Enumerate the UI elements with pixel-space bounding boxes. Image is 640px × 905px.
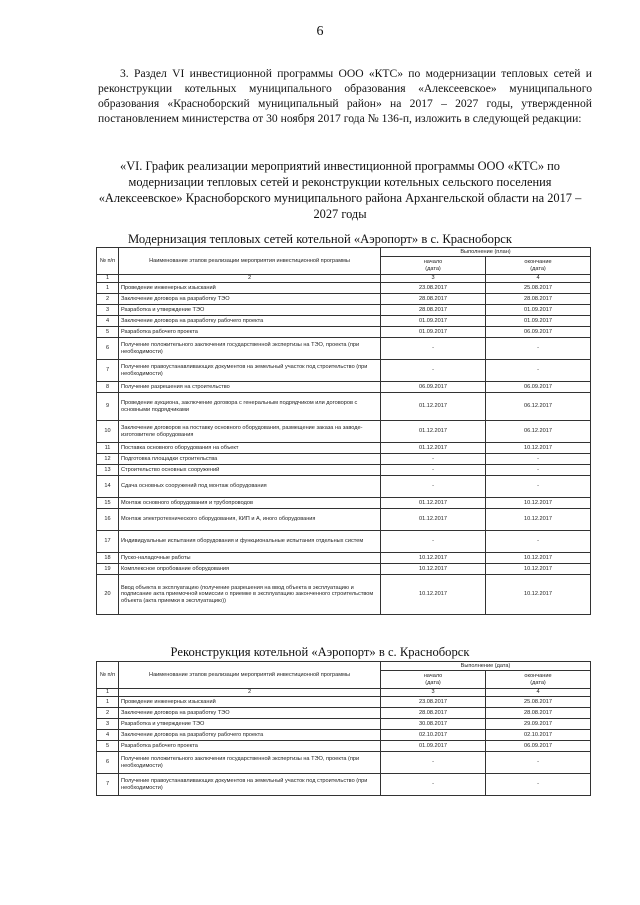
row-end-date: - <box>486 465 591 476</box>
col-num-header: № п/п <box>97 248 119 275</box>
col-end-header: окончание (дата) <box>486 671 591 689</box>
row-end-date: - <box>486 338 591 360</box>
row-end-date: - <box>486 752 591 774</box>
row-start-date: - <box>381 531 486 553</box>
table-row <box>97 509 591 531</box>
row-number: 3 <box>97 719 119 730</box>
row-stage-name: Индивидуальные испытания оборудования и функциональные испытания отдельных систем <box>119 531 381 553</box>
table-row <box>97 708 591 719</box>
row-end-date: 02.10.2017 <box>486 730 591 741</box>
col-index: 4 <box>486 275 591 283</box>
col-start-header: начало (дата) <box>381 257 486 275</box>
row-stage-name: Комплексное опробование оборудования <box>119 564 381 575</box>
table-row <box>97 338 591 360</box>
row-start-date: 01.12.2017 <box>381 498 486 509</box>
row-end-date: 10.12.2017 <box>486 509 591 531</box>
table-row <box>97 465 591 476</box>
row-stage-name: Разработка и утверждение ТЭО <box>119 305 381 316</box>
row-end-date: 25.08.2017 <box>486 283 591 294</box>
table-row <box>97 531 591 553</box>
row-stage-name: Проведение аукциона, заключение договора с генеральным подрядчиком или договоров с основными подрядчиками <box>119 393 381 421</box>
row-stage-name: Разработка и утверждение ТЭО <box>119 719 381 730</box>
row-end-date: 10.12.2017 <box>486 564 591 575</box>
row-end-date: 28.08.2017 <box>486 294 591 305</box>
table-row <box>97 575 591 615</box>
row-start-date: 28.08.2017 <box>381 708 486 719</box>
table-row <box>97 741 591 752</box>
row-end-date: 10.12.2017 <box>486 553 591 564</box>
row-start-date: - <box>381 338 486 360</box>
col-index: 2 <box>119 689 381 697</box>
row-number: 2 <box>97 708 119 719</box>
table-row <box>97 564 591 575</box>
col-index: 3 <box>381 275 486 283</box>
row-end-date: 29.09.2017 <box>486 719 591 730</box>
row-number: 1 <box>97 283 119 294</box>
row-start-date: - <box>381 465 486 476</box>
row-stage-name: Получение положительного заключения государственной экспертизы на ТЭО, проекта (при необходимости) <box>119 338 381 360</box>
row-start-date: 01.12.2017 <box>381 421 486 443</box>
row-end-date: - <box>486 774 591 796</box>
row-stage-name: Заключение договора на разработку ТЭО <box>119 708 381 719</box>
table-row <box>97 283 591 294</box>
table1-caption: Модернизация тепловых сетей котельной «Аэропорт» в с. Красноборск <box>128 232 512 246</box>
table-row <box>97 421 591 443</box>
col-end-header: окончание (дата) <box>486 257 591 275</box>
row-stage-name: Проведение инженерных изысканий <box>119 283 381 294</box>
row-number: 11 <box>97 443 119 454</box>
row-end-date: 10.12.2017 <box>486 575 591 615</box>
table-row <box>97 476 591 498</box>
row-number: 17 <box>97 531 119 553</box>
table-row <box>97 454 591 465</box>
row-stage-name: Строительство основных сооружений <box>119 465 381 476</box>
row-number: 7 <box>97 360 119 382</box>
row-number: 4 <box>97 730 119 741</box>
row-stage-name: Заключение договора на разработку ТЭО <box>119 294 381 305</box>
table-row <box>97 327 591 338</box>
table-row <box>97 719 591 730</box>
row-number: 20 <box>97 575 119 615</box>
row-stage-name: Разработка рабочего проекта <box>119 741 381 752</box>
section-heading: «VI. График реализации мероприятий инвестиционной программы ООО «КТС» по модернизации тепловых сетей и реконструкции котельных сельского поселения «Алексеевское» Красноборского муниципального района Архангельской области на 2017 – 2027 годы <box>98 159 582 221</box>
row-stage-name: Поставка основного оборудования на объект <box>119 443 381 454</box>
row-number: 15 <box>97 498 119 509</box>
col-period-header: Выполнение (дата) <box>381 662 591 671</box>
table1 <box>96 247 591 615</box>
col-start-header: начало (дата) <box>381 671 486 689</box>
col-index: 2 <box>119 275 381 283</box>
row-number: 16 <box>97 509 119 531</box>
row-number: 4 <box>97 316 119 327</box>
row-stage-name: Заключение договоров на поставку основного оборудования, размещение заказа на заводе-изготовителе оборудования <box>119 421 381 443</box>
row-start-date: 01.09.2017 <box>381 741 486 752</box>
row-end-date: 06.09.2017 <box>486 741 591 752</box>
row-number: 19 <box>97 564 119 575</box>
row-start-date: - <box>381 752 486 774</box>
row-start-date: - <box>381 774 486 796</box>
row-start-date: 23.08.2017 <box>381 697 486 708</box>
table-row <box>97 498 591 509</box>
row-number: 13 <box>97 465 119 476</box>
row-stage-name: Проведение инженерных изысканий <box>119 697 381 708</box>
row-number: 18 <box>97 553 119 564</box>
row-start-date: 01.12.2017 <box>381 509 486 531</box>
row-start-date: 23.08.2017 <box>381 283 486 294</box>
table-row <box>97 316 591 327</box>
table-row <box>97 697 591 708</box>
table-row <box>97 553 591 564</box>
row-stage-name: Заключение договора на разработку рабочего проекта <box>119 316 381 327</box>
row-stage-name: Получение разрешения на строительство <box>119 382 381 393</box>
row-number: 10 <box>97 421 119 443</box>
table-row <box>97 443 591 454</box>
row-number: 9 <box>97 393 119 421</box>
row-stage-name: Сдача основных сооружений под монтаж оборудования <box>119 476 381 498</box>
row-end-date: 01.09.2017 <box>486 316 591 327</box>
row-start-date: 28.08.2017 <box>381 294 486 305</box>
row-end-date: 06.09.2017 <box>486 327 591 338</box>
row-start-date: 30.08.2017 <box>381 719 486 730</box>
table-row <box>97 382 591 393</box>
row-start-date: 01.12.2017 <box>381 443 486 454</box>
col-period-header: Выполнение (план) <box>381 248 591 257</box>
col-index: 1 <box>97 275 119 283</box>
row-number: 3 <box>97 305 119 316</box>
row-start-date: 10.12.2017 <box>381 564 486 575</box>
row-end-date: 10.12.2017 <box>486 498 591 509</box>
col-index: 1 <box>97 689 119 697</box>
row-stage-name: Монтаж основного оборудования и трубопроводов <box>119 498 381 509</box>
row-end-date: - <box>486 476 591 498</box>
row-stage-name: Монтаж электротехнического оборудования, КИП и А, иного оборудования <box>119 509 381 531</box>
row-end-date: 01.09.2017 <box>486 305 591 316</box>
table2-caption: Реконструкция котельной «Аэропорт» в с. Красноборск <box>170 645 470 659</box>
row-stage-name: Ввод объекта в эксплуатацию (получение разрешения на ввод объекта в эксплуатацию и подписание акта приемочной комиссии о приемке в эксплуатацию законченного строительством объекта (акта приемки в эксплуатацию)) <box>119 575 381 615</box>
table2 <box>96 661 591 796</box>
row-stage-name: Разработка рабочего проекта <box>119 327 381 338</box>
table-row <box>97 393 591 421</box>
table-row <box>97 360 591 382</box>
row-start-date: 01.09.2017 <box>381 316 486 327</box>
table-row <box>97 305 591 316</box>
row-number: 1 <box>97 697 119 708</box>
page-number: 6 <box>316 24 324 39</box>
table-row <box>97 730 591 741</box>
table-row <box>97 774 591 796</box>
row-end-date: 28.08.2017 <box>486 708 591 719</box>
row-number: 12 <box>97 454 119 465</box>
row-number: 5 <box>97 741 119 752</box>
row-stage-name: Заключение договора на разработку рабочего проекта <box>119 730 381 741</box>
row-end-date: 25.08.2017 <box>486 697 591 708</box>
col-index: 4 <box>486 689 591 697</box>
row-start-date: 02.10.2017 <box>381 730 486 741</box>
row-stage-name: Получение правоустанавливающих документов на земельный участок под строительство (при необходимости) <box>119 774 381 796</box>
col-name-header: Наименование этапов реализации мероприятия инвестиционной программы <box>119 248 381 275</box>
row-end-date: - <box>486 360 591 382</box>
col-num-header: № п/п <box>97 662 119 689</box>
row-stage-name: Получение правоустанавливающих документов на земельный участок под строительство (при необходимости) <box>119 360 381 382</box>
row-end-date: 06.12.2017 <box>486 393 591 421</box>
row-start-date: - <box>381 454 486 465</box>
row-number: 6 <box>97 338 119 360</box>
row-stage-name: Получение положительного заключения государственной экспертизы на ТЭО, проекта (при необходимости) <box>119 752 381 774</box>
table-row <box>97 752 591 774</box>
row-stage-name: Подготовка площадки строительства <box>119 454 381 465</box>
row-number: 14 <box>97 476 119 498</box>
row-number: 7 <box>97 774 119 796</box>
row-start-date: 10.12.2017 <box>381 575 486 615</box>
row-end-date: - <box>486 531 591 553</box>
row-end-date: 06.12.2017 <box>486 421 591 443</box>
row-start-date: 01.12.2017 <box>381 393 486 421</box>
row-end-date: 06.09.2017 <box>486 382 591 393</box>
row-number: 5 <box>97 327 119 338</box>
table-row <box>97 294 591 305</box>
intro-paragraph: 3. Раздел VI инвестиционной программы ООО «КТС» по модернизации тепловых сетей и реконструкции котельных муниципального образования «Алексеевское» муниципального образования «Красноборский муниципальный район» на 2017 – 2027 годы, утвержденной постановлением министерства от 30 ноября 2017 года № 136-п, изложить в следующей редакции: <box>98 67 592 125</box>
row-start-date: 06.09.2017 <box>381 382 486 393</box>
row-start-date: 01.09.2017 <box>381 327 486 338</box>
row-end-date: - <box>486 454 591 465</box>
row-number: 2 <box>97 294 119 305</box>
row-number: 8 <box>97 382 119 393</box>
row-end-date: 10.12.2017 <box>486 443 591 454</box>
row-stage-name: Пуско-наладочные работы <box>119 553 381 564</box>
col-name-header: Наименование этапов реализации мероприятий инвестиционной программы <box>119 662 381 689</box>
row-start-date: - <box>381 476 486 498</box>
row-start-date: 10.12.2017 <box>381 553 486 564</box>
row-number: 6 <box>97 752 119 774</box>
col-index: 3 <box>381 689 486 697</box>
row-start-date: - <box>381 360 486 382</box>
row-start-date: 28.08.2017 <box>381 305 486 316</box>
